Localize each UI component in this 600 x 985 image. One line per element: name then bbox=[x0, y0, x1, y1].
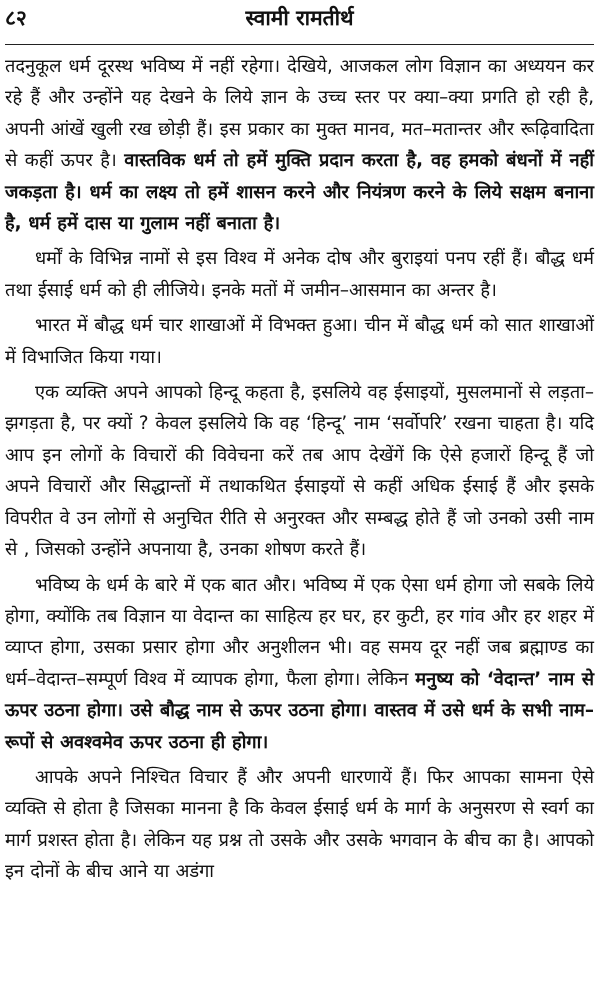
paragraph-6 bbox=[5, 762, 594, 888]
bold-text-run: वास्तविक धर्म तो हमें मुक्ति प्रदान करता है, वह हमको बंधनों में नहीं जकड़ता है। धर्म का लक्ष्य तो हमें शासन करने और नियंत्रण करने के लिये सक्षम बनाना है, धर्म हमें दास या गुलाम नहीं बनाता है। bbox=[5, 150, 594, 235]
paragraph-2 bbox=[5, 243, 594, 306]
text-run: भारत में बौद्ध धर्म चार शाखाओं में विभक्त हुआ। चीन में बौद्ध धर्म को सात शाखाओं में विभाजित किया गया। bbox=[5, 315, 594, 368]
book-title: स्वामी रामतीर्थ bbox=[245, 6, 354, 30]
text-run: धर्मों के विभिन्न नामों से इस विश्व में अनेक दोष और बुराइयां पनप रहीं हैं। बौद्ध धर्म तथा ईसाई धर्म को ही लीजिये। इनके मतों में जमीन–आसमान का अन्तर है। bbox=[5, 248, 594, 301]
paragraph-5 bbox=[5, 570, 594, 758]
text-run: एक व्यक्ति अपने आपको हिन्दू कहता है, इसलिये वह ईसाइयों, मुसलमानों से लड़ता–झगड़ता है, पर क्यों ? केवल इसलिये कि वह ‘हिन्दू’ नाम ‘सर्वोपरि’ रखना चाहता है। यदि आप इन लोगों के विचारों की विवेचना करें तब आप देखेंगें कि ऐसे हजारों हिन्दू हैं जो अपने विचारों और सिद्धान्तों में तथाकथित ईसाइयों से कहीं अधिक ईसाई हैं और इसके विपरीत वे उन लोगों से अनुचित रीति से अनुरक्त और सम्बद्ध होते हैं जो उनको उसी नाम से , जिसको उन्होंने अपनाया है, उनका शोषण करते हैं। bbox=[5, 382, 594, 561]
body-text bbox=[5, 51, 594, 888]
paragraph-4 bbox=[5, 377, 594, 565]
text-run: तदनुकूल धर्म दूरस्थ भविष्य में नहीं रहेगा। देखिये, आजकल लोग विज्ञान का अध्ययन कर रहे हैं और उन्होंने यह देखने के लिये ज्ञान के उच्च स्तर पर क्या–क्या प्रगति हो रही है, अपनी आंखें खुली रख छोड़ी हैं। इस प्रकार का मुक्त मानव, मत–मतान्तर और रूढ़िवादिता से कहीं ऊपर है। bbox=[5, 56, 594, 172]
text-run: आपके अपने निश्चित विचार हैं और अपनी धारणायें हैं। फिर आपका सामना ऐसे व्यक्ति से होता है जिसका मानना है कि केवल ईसाई धर्म के मार्ग के अनुसरण से स्वर्ग का मार्ग प्रशस्त होता है। लेकिन यह प्रश्न तो उसके और उसके भगवान के बीच का है। आपको इन दोनों के बीच आने या अडंगा bbox=[5, 766, 594, 883]
paragraph-3 bbox=[5, 310, 594, 373]
bold-text-run: मनुष्य को ‘वेदान्त’ नाम से ऊपर उठना होगा। उसे बौद्ध नाम से ऊपर उठना होगा। वास्तव में उसे धर्म के सभी नाम–रूपों से अवश्वमेव ऊपर उठना ही होगा। bbox=[5, 668, 594, 753]
paragraph-1 bbox=[5, 51, 594, 239]
text-run: भविष्य के धर्म के बारे में एक बात और। भविष्य में एक ऐसा धर्म होगा जो सबके लिये होगा, क्योंकि तब विज्ञान या वेदान्त का साहित्य हर घर, हर कुटी, हर गांव और हर शहर में व्याप्त होगा, उसका प्रसार होगा और अनुशीलन भी। वह समय दूर नहीं जब ब्रह्माण्ड का धर्म–वेदान्त–सम्पूर्ण विश्व में व्यापक होगा, फैला होगा। लेकिन bbox=[5, 574, 594, 690]
page-number: ८२ bbox=[5, 6, 27, 30]
running-header bbox=[5, 0, 594, 45]
